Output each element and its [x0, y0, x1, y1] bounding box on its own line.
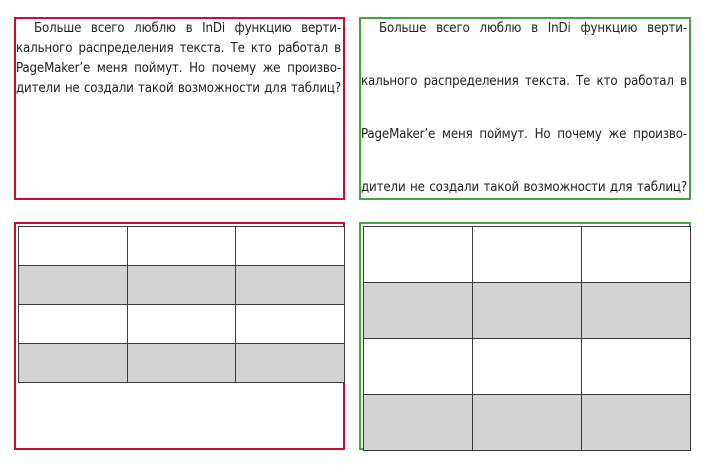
- table-left: [18, 226, 345, 383]
- text-line: дители не создали такой возможности для таблиц?: [361, 180, 687, 195]
- text-frame-top-aligned: [14, 17, 345, 200]
- table-cell: [582, 283, 691, 339]
- text-line: кального распределения текста. Те кто работал в: [16, 41, 341, 56]
- text-line: кального распределения текста. Те кто работал в: [361, 74, 687, 89]
- table-cell: [473, 227, 582, 283]
- table-cell: [582, 227, 691, 283]
- table-row: [19, 266, 345, 305]
- table-cell: [473, 395, 582, 451]
- table-cell: [19, 305, 128, 344]
- table-cell: [127, 227, 236, 266]
- table-row: [19, 305, 345, 344]
- text-line: дители не создали такой возможности для таблиц?: [16, 81, 341, 96]
- table-row: [364, 283, 691, 339]
- table-row: [19, 344, 345, 383]
- table-cell: [19, 266, 128, 305]
- table-cell: [582, 339, 691, 395]
- table-row: [364, 395, 691, 451]
- text-frame-vertically-justified: [359, 17, 691, 200]
- table-cell: [364, 339, 473, 395]
- table-cell: [236, 266, 345, 305]
- table-cell: [127, 305, 236, 344]
- table-cell: [364, 395, 473, 451]
- text-line: Больше всего люблю в InDi функцию верти-: [379, 21, 687, 36]
- table-right: [363, 226, 691, 451]
- table-row: [19, 227, 345, 266]
- table-cell: [127, 266, 236, 305]
- table-cell: [127, 344, 236, 383]
- table-cell: [582, 395, 691, 451]
- table-cell: [473, 339, 582, 395]
- table-cell: [364, 227, 473, 283]
- table-body: [364, 227, 691, 451]
- text-line: Больше всего люблю в InDi функцию верти-: [34, 21, 341, 36]
- text-block: [16, 19, 341, 99]
- table-row: [364, 339, 691, 395]
- table-cell: [236, 344, 345, 383]
- table-cell: [364, 283, 473, 339]
- table-body: [19, 227, 345, 383]
- table-cell: [236, 305, 345, 344]
- table-row: [364, 227, 691, 283]
- table-frame-top-aligned: [14, 222, 345, 450]
- table-cell: [19, 344, 128, 383]
- table-frame-filled: [359, 222, 691, 450]
- text-line: PageMaker’e меня поймут. Но почему же произво-: [361, 127, 687, 142]
- text-block: [361, 19, 687, 198]
- table-cell: [473, 283, 582, 339]
- table-cell: [19, 227, 128, 266]
- text-line: PageMaker’e меня поймут. Но почему же произво-: [16, 61, 341, 76]
- table-cell: [236, 227, 345, 266]
